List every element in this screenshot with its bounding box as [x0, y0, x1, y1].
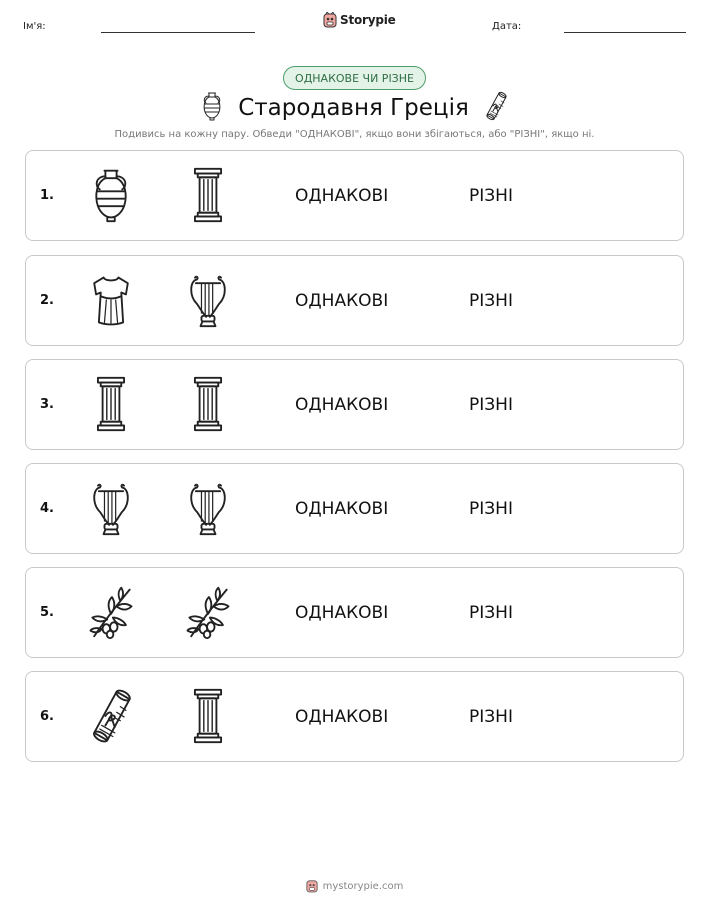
- same-option[interactable]: ОДНАКОВІ: [295, 394, 389, 415]
- pair-row: [25, 359, 684, 450]
- scroll-icon: [83, 688, 139, 744]
- column-icon: [180, 167, 236, 223]
- same-option[interactable]: ОДНАКОВІ: [295, 290, 389, 311]
- name-label: Ім'я:: [23, 21, 46, 32]
- page-title: Стародавня Греція: [238, 95, 469, 121]
- scroll-icon: [483, 91, 509, 125]
- column-icon: [180, 688, 236, 744]
- amphora-icon: [200, 91, 224, 125]
- lyre-icon: [180, 480, 236, 536]
- footer: [0, 879, 709, 893]
- pair-row: [25, 150, 684, 241]
- different-option[interactable]: РІЗНІ: [469, 185, 513, 206]
- olive-branch-icon: [83, 584, 139, 640]
- name-line[interactable]: [101, 32, 255, 33]
- row-number: 1.: [40, 188, 54, 203]
- storypie-logo: [323, 12, 396, 28]
- worksheet-type-badge: ОДНАКОВЕ ЧИ РІЗНЕ: [283, 66, 426, 90]
- column-icon: [83, 376, 139, 432]
- olive-branch-icon: [180, 584, 236, 640]
- row-number: 2.: [40, 293, 54, 308]
- same-option[interactable]: ОДНАКОВІ: [295, 706, 389, 727]
- footer-site[interactable]: mystorypie.com: [322, 880, 404, 892]
- amphora-icon: [83, 167, 139, 223]
- row-number: 3.: [40, 397, 54, 412]
- same-option[interactable]: ОДНАКОВІ: [295, 185, 389, 206]
- column-icon: [180, 376, 236, 432]
- tunic-icon: [83, 272, 139, 328]
- instructions: Подивись на кожну пару. Обведи "ОДНАКОВІ", якщо вони збігаються, або "РІЗНІ", якщо ні.: [114, 129, 595, 140]
- different-option[interactable]: РІЗНІ: [469, 602, 513, 623]
- title-row: [0, 90, 709, 126]
- row-number: 6.: [40, 709, 54, 724]
- row-number: 5.: [40, 605, 54, 620]
- same-option[interactable]: ОДНАКОВІ: [295, 602, 389, 623]
- date-line[interactable]: [564, 32, 686, 33]
- same-option[interactable]: ОДНАКОВІ: [295, 498, 389, 519]
- different-option[interactable]: РІЗНІ: [469, 394, 513, 415]
- lyre-icon: [83, 480, 139, 536]
- pair-row: [25, 463, 684, 554]
- pair-row: [25, 567, 684, 658]
- storypie-mascot-icon: [323, 12, 337, 28]
- date-label: Дата:: [492, 21, 522, 32]
- different-option[interactable]: РІЗНІ: [469, 498, 513, 519]
- row-number: 4.: [40, 501, 54, 516]
- different-option[interactable]: РІЗНІ: [469, 290, 513, 311]
- pair-row: [25, 255, 684, 346]
- brand-name: Storypie: [340, 13, 396, 27]
- different-option[interactable]: РІЗНІ: [469, 706, 513, 727]
- pair-row: [25, 671, 684, 762]
- lyre-icon: [180, 272, 236, 328]
- storypie-mascot-icon: [306, 879, 318, 893]
